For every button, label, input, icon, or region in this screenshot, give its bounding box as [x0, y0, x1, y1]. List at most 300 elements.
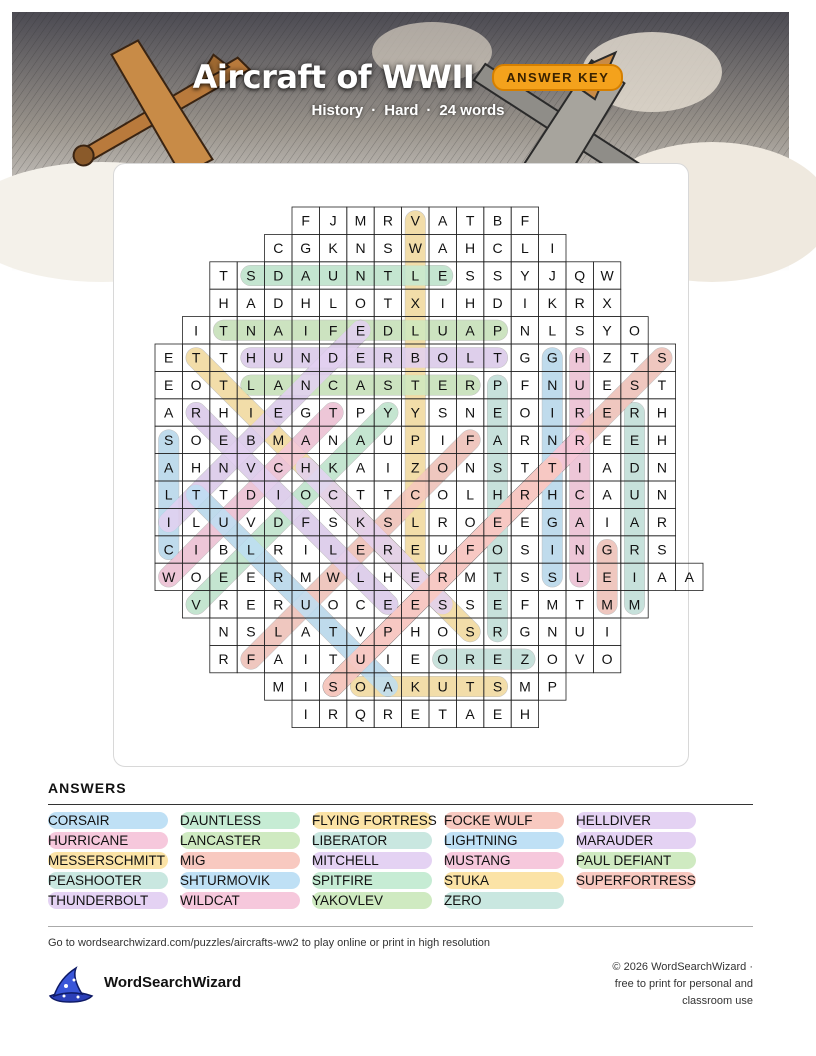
- answer-word: HELLDIVER: [576, 812, 696, 829]
- grid-letter: H: [492, 486, 503, 503]
- grid-letter: W: [162, 568, 176, 585]
- grid-letter: S: [383, 514, 393, 531]
- answer-word: SPITFIRE: [312, 872, 432, 889]
- grid-letter: H: [465, 294, 476, 311]
- grid-letter: K: [410, 678, 420, 695]
- grid-letter: L: [466, 486, 474, 503]
- grid-letter: N: [300, 349, 311, 366]
- grid-letter: F: [301, 514, 310, 531]
- grid-letter: L: [356, 568, 365, 585]
- grid-letter: T: [383, 294, 393, 311]
- grid-letter: E: [492, 514, 503, 531]
- grid-letter: E: [492, 651, 503, 668]
- page-title: Aircraft of WWII: [192, 58, 475, 96]
- grid-letter: I: [577, 459, 582, 476]
- answer-word: MIG: [180, 852, 300, 869]
- wizard-hat-icon: [46, 964, 94, 1004]
- grid-letter: K: [547, 294, 557, 311]
- grid-letter: E: [218, 431, 229, 448]
- grid-letter: D: [273, 294, 284, 311]
- grid-letter: X: [602, 294, 612, 311]
- grid-letter: U: [437, 541, 448, 558]
- grid-letter: C: [492, 240, 503, 257]
- grid-letter: A: [164, 459, 174, 476]
- grid-letter: E: [164, 349, 174, 366]
- grid-letter: I: [605, 623, 610, 640]
- grid-letter: I: [303, 322, 308, 339]
- grid-letter: A: [164, 404, 174, 421]
- grid-letter: G: [519, 349, 531, 366]
- grid-letter: D: [273, 514, 284, 531]
- grid-letter: R: [437, 514, 448, 531]
- grid-letter: E: [492, 404, 503, 421]
- grid-letter: S: [629, 377, 640, 394]
- grid-letter: S: [657, 541, 667, 558]
- grid-letter: D: [629, 459, 640, 476]
- answer-word: MUSTANG: [444, 852, 564, 869]
- grid-letter: R: [382, 349, 393, 366]
- grid-letter: O: [464, 514, 476, 531]
- grid-letter: Z: [602, 349, 612, 366]
- cell-layer: [155, 207, 703, 728]
- grid-letter: R: [437, 568, 448, 585]
- grid-letter: B: [218, 541, 229, 558]
- copyright-line: © 2026 WordSearchWizard ·: [612, 961, 753, 973]
- grid-letter: T: [383, 267, 393, 284]
- grid-letter: U: [574, 623, 585, 640]
- grid-letter: N: [519, 322, 530, 339]
- grid-letter: T: [191, 349, 201, 366]
- grid-letter: T: [630, 349, 639, 366]
- grid-letter: E: [438, 267, 448, 284]
- grid-letter: N: [465, 404, 476, 421]
- answers-heading: ANSWERS: [48, 780, 127, 796]
- grid-letter: A: [492, 431, 503, 448]
- grid-letter: A: [246, 294, 256, 311]
- grid-letter: M: [601, 596, 613, 613]
- grid-letter: G: [546, 349, 558, 366]
- grid-letter: C: [328, 486, 339, 503]
- grid-letter: E: [410, 651, 420, 668]
- grid-letter: E: [410, 705, 420, 722]
- grid-letter: R: [519, 486, 530, 503]
- grid-letter: U: [273, 349, 284, 366]
- grid-letter: O: [355, 294, 366, 311]
- word-grid: [114, 164, 694, 766]
- grid-letter: M: [354, 212, 367, 229]
- grid-letter: M: [628, 596, 641, 613]
- answer-word: SUPERFORTRESS: [576, 873, 696, 888]
- grid-letter: L: [575, 568, 584, 585]
- grid-letter: E: [410, 568, 420, 585]
- grid-letter: R: [382, 541, 393, 558]
- answer-word: PEASHOOTER: [48, 872, 168, 889]
- answer-word: DAUNTLESS: [180, 812, 300, 829]
- grid-letter: S: [328, 514, 338, 531]
- grid-letter: R: [629, 541, 640, 558]
- grid-letter: D: [273, 267, 284, 284]
- grid-letter: H: [519, 705, 530, 722]
- grid-letter: O: [437, 349, 449, 366]
- grid-letter: A: [273, 651, 283, 668]
- grid-letter: R: [218, 596, 229, 613]
- grid-letter: C: [273, 240, 284, 257]
- grid-letter: Q: [574, 267, 586, 284]
- separator-dot: ·: [371, 102, 377, 119]
- grid-letter: H: [300, 459, 311, 476]
- grid-letter: P: [355, 404, 366, 421]
- grid-letter: E: [602, 568, 612, 585]
- grid-letter: F: [520, 596, 530, 613]
- grid-letter: A: [273, 377, 283, 394]
- grid-letter: M: [519, 678, 531, 695]
- grid-letter: T: [411, 377, 420, 394]
- grid-letter: A: [575, 514, 585, 531]
- grid-letter: E: [355, 349, 366, 366]
- grid-letter: A: [355, 431, 366, 448]
- grid-letter: N: [328, 431, 339, 448]
- grid-letter: A: [273, 322, 283, 339]
- answer-word: MESSERSCHMITT: [48, 852, 168, 869]
- grid-letter: T: [465, 212, 475, 229]
- grid-letter: S: [547, 568, 557, 585]
- grid-letter: P: [492, 322, 503, 339]
- grid-letter: A: [657, 568, 667, 585]
- grid-letter: I: [550, 541, 555, 558]
- grid-letter: L: [521, 240, 529, 257]
- grid-letter: I: [194, 322, 199, 339]
- grid-letter: S: [575, 322, 585, 339]
- grid-letter: L: [329, 294, 337, 311]
- grid-letter: L: [192, 514, 200, 531]
- grid-letter: J: [548, 267, 556, 284]
- grid-letter: E: [410, 596, 420, 613]
- grid-letter: G: [519, 623, 531, 640]
- grid-letter: T: [383, 486, 393, 503]
- grid-letter: L: [411, 322, 420, 339]
- grid-letter: T: [328, 623, 338, 640]
- grid-letter: E: [602, 431, 612, 448]
- grid-letter: Y: [520, 267, 530, 284]
- grid-letter: Z: [520, 651, 530, 668]
- grid-letter: Y: [602, 322, 612, 339]
- footer-link-text: Go to wordsearchwizard.com/puzzles/aircrafts-ww2 to play online or print in high resolution: [48, 937, 491, 949]
- grid-letter: T: [356, 486, 365, 503]
- grid-letter: V: [246, 514, 256, 531]
- grid-letter: E: [438, 377, 448, 394]
- grid-letter: A: [355, 377, 366, 394]
- grid-letter: A: [465, 705, 475, 722]
- grid-letter: F: [465, 431, 475, 448]
- grid-letter: G: [546, 514, 558, 531]
- grid-letter: T: [219, 267, 228, 284]
- grid-letter: A: [355, 459, 366, 476]
- grid-letter: V: [246, 459, 256, 476]
- grid-letter: E: [520, 514, 530, 531]
- grid-letter: K: [355, 514, 366, 531]
- grid-letter: F: [520, 212, 530, 229]
- grid-letter: G: [300, 404, 312, 421]
- grid-letter: I: [303, 541, 308, 558]
- grid-letter: N: [547, 431, 558, 448]
- puzzle-card: [113, 163, 694, 767]
- grid-letter: E: [410, 541, 420, 558]
- grid-letter: A: [629, 514, 640, 531]
- grid-letter: A: [383, 678, 393, 695]
- grid-letter: L: [247, 377, 255, 394]
- grid-letter: H: [218, 404, 229, 421]
- grid-letter: R: [492, 623, 503, 640]
- grid-letter: P: [383, 623, 393, 640]
- grid-letter: U: [328, 267, 339, 284]
- grid-letter: J: [329, 212, 337, 229]
- grid-letter: C: [328, 377, 339, 394]
- grid-letter: O: [190, 377, 202, 394]
- grid-letter: P: [492, 377, 503, 394]
- grid-letter: N: [245, 322, 256, 339]
- grid-letter: S: [492, 267, 503, 284]
- answer-word: WILDCAT: [180, 892, 300, 909]
- grid-letter: A: [602, 459, 612, 476]
- grid-letter: L: [274, 623, 283, 640]
- grid-letter: R: [465, 377, 476, 394]
- puzzle-meta: [0, 102, 816, 119]
- grid-letter: E: [492, 596, 503, 613]
- grid-letter: R: [629, 404, 640, 421]
- grid-letter: R: [574, 431, 585, 448]
- grid-letter: A: [684, 568, 694, 585]
- grid-letter: R: [465, 651, 476, 668]
- grid-letter: S: [492, 678, 503, 695]
- grid-letter: E: [602, 404, 612, 421]
- grid-letter: T: [219, 377, 228, 394]
- grid-letter: L: [411, 267, 420, 284]
- answer-word: CORSAIR: [48, 812, 168, 829]
- grid-letter: H: [382, 568, 393, 585]
- grid-letter: A: [465, 322, 475, 339]
- grid-letter: O: [327, 596, 339, 613]
- grid-letter: T: [493, 568, 502, 585]
- grid-letter: W: [326, 568, 340, 585]
- grid-letter: U: [300, 596, 311, 613]
- grid-letter: I: [248, 404, 253, 421]
- grid-letter: S: [438, 404, 448, 421]
- title-row: [0, 58, 816, 96]
- grid-letter: N: [656, 459, 667, 476]
- grid-letter: R: [382, 212, 393, 229]
- grid-letter: F: [520, 377, 530, 394]
- answer-word: THUNDERBOLT: [48, 892, 168, 909]
- grid-letter: L: [329, 541, 337, 558]
- grid-letter: S: [465, 596, 475, 613]
- grid-letter: D: [245, 486, 256, 503]
- grid-letter: R: [191, 404, 202, 421]
- grid-letter: R: [574, 294, 585, 311]
- grid-letter: N: [218, 623, 229, 640]
- grid-letter: S: [383, 240, 393, 257]
- grid-letter: B: [410, 349, 420, 366]
- grid-letter: T: [493, 349, 502, 366]
- word-count-label: 24 words: [439, 102, 505, 119]
- grid-letter: I: [522, 294, 527, 311]
- grid-letter: R: [273, 596, 284, 613]
- grid-letter: T: [191, 486, 201, 503]
- grid-letter: C: [574, 486, 585, 503]
- grid-letter: M: [272, 431, 285, 448]
- grid-letter: H: [574, 349, 585, 366]
- grid-letter: H: [465, 240, 476, 257]
- grid-letter: R: [273, 541, 284, 558]
- grid-letter: O: [190, 431, 202, 448]
- grid-letter: C: [410, 486, 421, 503]
- grid-letter: A: [438, 212, 448, 229]
- grid-letter: T: [548, 459, 557, 476]
- grid-letter: S: [465, 267, 475, 284]
- grid-letter: V: [410, 212, 420, 229]
- grid-letter: U: [218, 514, 229, 531]
- grid-letter: W: [408, 240, 422, 257]
- grid-letter: I: [303, 651, 308, 668]
- grid-letter: M: [299, 568, 312, 585]
- grid-letter: I: [632, 568, 637, 585]
- grid-letter: C: [163, 541, 174, 558]
- grid-letter: I: [440, 294, 445, 311]
- grid-letter: S: [438, 596, 448, 613]
- grid-letter: M: [546, 596, 559, 613]
- answer-word: YAKOVLEV: [312, 892, 432, 909]
- grid-letter: S: [520, 568, 530, 585]
- grid-letter: H: [218, 294, 229, 311]
- grid-letter: O: [437, 651, 449, 668]
- grid-letter: A: [438, 240, 448, 257]
- grid-letter: S: [246, 267, 256, 284]
- grid-letter: U: [574, 377, 585, 394]
- brand-name: WordSearchWizard: [104, 974, 242, 991]
- grid-letter: O: [190, 568, 202, 585]
- grid-letter: R: [519, 431, 530, 448]
- grid-letter: N: [547, 623, 558, 640]
- grid-letter: D: [382, 322, 393, 339]
- grid-letter: O: [519, 404, 531, 421]
- grid-letter: O: [300, 486, 312, 503]
- grid-letter: O: [437, 623, 449, 640]
- grid-letter: X: [410, 294, 420, 311]
- grid-letter: H: [300, 294, 311, 311]
- grid-letter: G: [601, 541, 613, 558]
- answer-word: LANCASTER: [180, 832, 300, 849]
- grid-letter: B: [246, 431, 256, 448]
- footer-divider: [48, 926, 753, 927]
- grid-letter: F: [328, 322, 338, 339]
- answer-word: LIGHTNING: [444, 832, 564, 849]
- grid-letter: L: [548, 322, 557, 339]
- grid-letter: K: [328, 459, 338, 476]
- answer-word: SHTURMOVIK: [180, 872, 300, 889]
- grid-letter: S: [383, 377, 393, 394]
- grid-letter: N: [574, 541, 585, 558]
- grid-letter: W: [600, 267, 614, 284]
- grid-letter: O: [546, 651, 558, 668]
- copyright-line: free to print for personal and: [614, 978, 753, 990]
- grid-letter: N: [465, 459, 476, 476]
- answer-word: PAUL DEFIANT: [576, 852, 696, 869]
- grid-letter: E: [164, 377, 174, 394]
- answer-word: FOCKE WULF: [444, 812, 564, 829]
- answer-key-badge: ANSWER KEY: [492, 64, 623, 91]
- grid-letter: B: [492, 212, 503, 229]
- grid-letter: R: [218, 651, 229, 668]
- grid-letter: O: [629, 322, 640, 339]
- grid-letter: I: [605, 514, 610, 531]
- grid-letter: S: [492, 459, 503, 476]
- grid-letter: S: [465, 623, 475, 640]
- grid-letter: K: [328, 240, 338, 257]
- grid-letter: A: [301, 431, 311, 448]
- copyright-text: [553, 959, 753, 1010]
- answer-word: LIBERATOR: [312, 832, 432, 849]
- grid-letter: L: [411, 514, 420, 531]
- grid-letter: Q: [355, 705, 366, 722]
- grid-letter: U: [437, 678, 448, 695]
- grid-letter: U: [382, 431, 393, 448]
- grid-letter: S: [657, 349, 667, 366]
- grid-letter: N: [355, 240, 366, 257]
- grid-letter: T: [657, 377, 667, 394]
- grid-letter: I: [166, 514, 171, 531]
- grid-letter: L: [164, 486, 173, 503]
- answers-divider: [48, 804, 753, 805]
- grid-letter: Z: [411, 459, 420, 476]
- grid-letter: T: [465, 678, 475, 695]
- grid-letter: I: [276, 486, 281, 503]
- grid-letter: C: [355, 596, 366, 613]
- grid-letter: H: [656, 431, 667, 448]
- grid-letter: P: [410, 431, 420, 448]
- grid-letter: S: [246, 623, 256, 640]
- grid-letter: D: [328, 349, 339, 366]
- grid-letter: T: [328, 404, 338, 421]
- grid-letter: C: [273, 459, 284, 476]
- answer-word: HURRICANE: [48, 832, 168, 849]
- grid-letter: T: [219, 486, 228, 503]
- grid-letter: T: [520, 459, 530, 476]
- grid-letter: S: [328, 678, 338, 695]
- grid-letter: U: [437, 322, 448, 339]
- grid-letter: N: [547, 377, 558, 394]
- answer-word: MITCHELL: [312, 852, 432, 869]
- grid-letter: V: [575, 651, 585, 668]
- grid-letter: R: [273, 568, 284, 585]
- grid-letter: O: [492, 541, 503, 558]
- grid-letter: E: [629, 431, 640, 448]
- grid-letter: I: [550, 240, 555, 257]
- grid-letter: F: [301, 212, 310, 229]
- grid-letter: E: [218, 568, 229, 585]
- subject-label: History: [311, 102, 364, 119]
- grid-letter: E: [383, 596, 393, 613]
- grid-letter: U: [629, 486, 640, 503]
- grid-letter: T: [575, 596, 584, 613]
- grid-letter: F: [246, 651, 256, 668]
- grid-letter: P: [547, 678, 557, 695]
- grid-letter: D: [492, 294, 503, 311]
- grid-letter: T: [219, 322, 228, 339]
- grid-letter: N: [656, 486, 667, 503]
- grid-letter: I: [440, 431, 445, 448]
- answer-word: MARAUDER: [576, 832, 696, 849]
- grid-letter: L: [466, 349, 474, 366]
- grid-letter: I: [303, 705, 308, 722]
